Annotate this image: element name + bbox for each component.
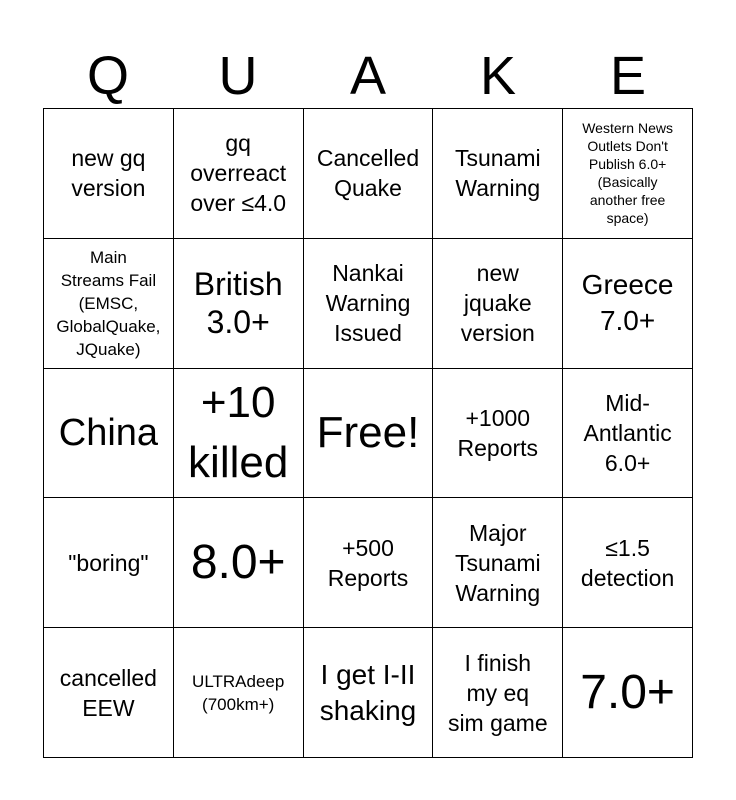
bingo-cell[interactable]: Cancelled Quake [304,109,434,239]
header-letter: E [609,46,647,106]
bingo-cell[interactable]: gq overreact over ≤4.0 [174,109,304,239]
bingo-cell[interactable]: new jquake version [433,239,563,369]
bingo-cell[interactable]: cancelled EEW [44,628,174,758]
bingo-cell[interactable]: I get I-II shaking [304,628,434,758]
bingo-cell[interactable]: Main Streams Fail (EMSC, GlobalQuake, JQuake) [44,239,174,369]
header-letter: A [349,46,387,106]
free-space-cell[interactable]: Free! [304,369,434,499]
bingo-cell[interactable]: +10 killed [174,369,304,499]
bingo-header [43,46,693,106]
bingo-cell[interactable]: 7.0+ [563,628,693,758]
bingo-cell[interactable]: new gq version [44,109,174,239]
bingo-cell[interactable]: Major Tsunami Warning [433,498,563,628]
bingo-cell[interactable]: "boring" [44,498,174,628]
bingo-cell[interactable]: 8.0+ [174,498,304,628]
bingo-cell[interactable]: ≤1.5 detection [563,498,693,628]
bingo-board [43,108,693,758]
bingo-cell[interactable]: Greece 7.0+ [563,239,693,369]
header-letter: K [479,46,517,106]
bingo-cell[interactable]: +1000 Reports [433,369,563,499]
bingo-cell[interactable]: I finish my eq sim game [433,628,563,758]
bingo-cell[interactable]: Nankai Warning Issued [304,239,434,369]
bingo-cell[interactable]: Western News Outlets Don't Publish 6.0+ (Basically another free space) [563,109,693,239]
bingo-cell[interactable]: +500 Reports [304,498,434,628]
bingo-cell[interactable]: China [44,369,174,499]
bingo-cell[interactable]: Tsunami Warning [433,109,563,239]
header-letter: U [218,46,258,106]
bingo-cell[interactable]: ULTRAdeep (700km+) [174,628,304,758]
bingo-cell[interactable]: British 3.0+ [174,239,304,369]
bingo-cell[interactable]: Mid- Antlantic 6.0+ [563,369,693,499]
header-letter: Q [86,46,129,106]
